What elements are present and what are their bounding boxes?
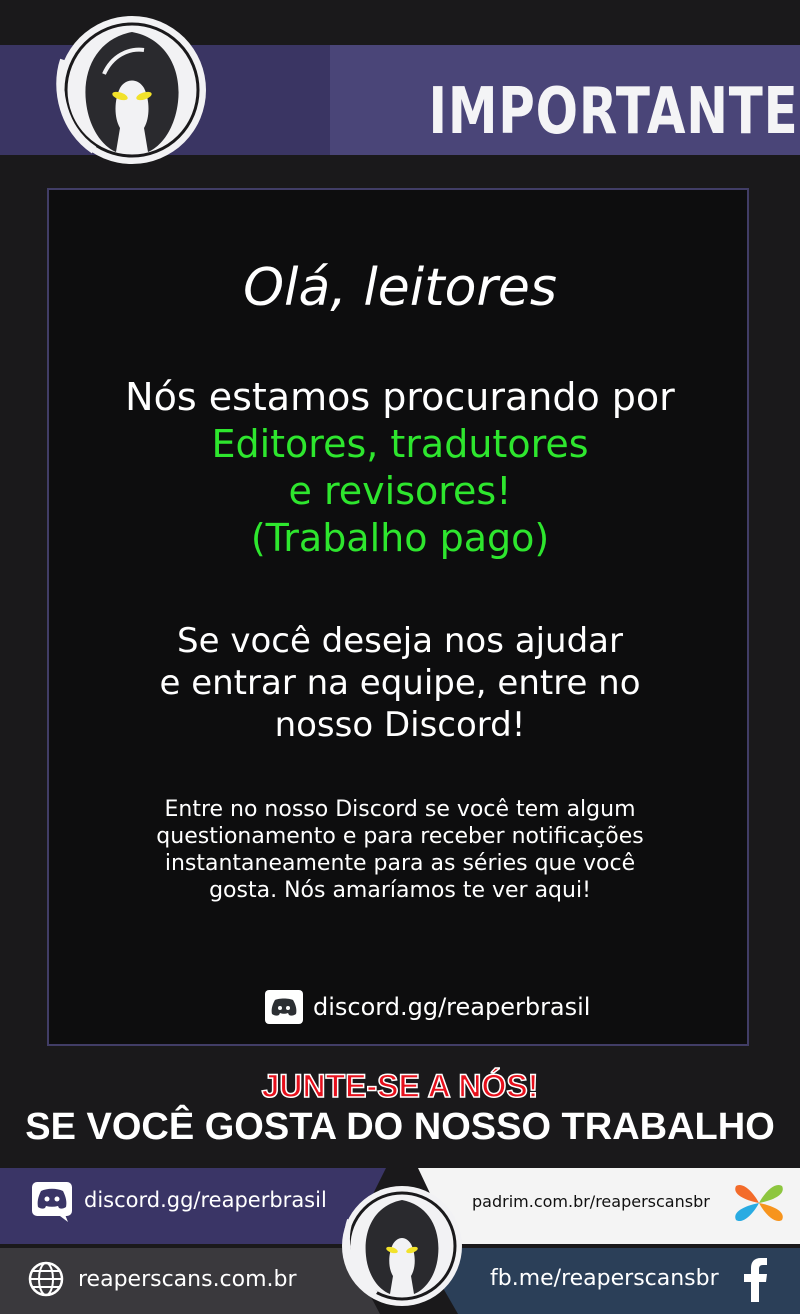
- panel-discord-text: discord.gg/reaperbrasil: [313, 993, 591, 1021]
- recruit-block: [0, 374, 800, 562]
- info-block: [0, 796, 800, 904]
- info-line-4: gosta. Nós amaríamos te ver aqui!: [209, 878, 591, 903]
- help-line-1: Se você deseja nos ajudar: [177, 621, 623, 661]
- panel-discord-link[interactable]: [265, 990, 590, 1024]
- footer-facebook-link[interactable]: fb.me/reaperscansbr: [490, 1266, 719, 1291]
- help-block: [0, 620, 800, 746]
- paid-note: (Trabalho pago): [250, 516, 550, 560]
- help-line-2: e entrar na equipe, entre no: [159, 663, 641, 703]
- page-title: IMPORTANTE: [428, 75, 799, 149]
- reaper-logo-icon: [44, 10, 220, 170]
- greeting-heading: Olá, leitores: [243, 258, 557, 318]
- footer-reaper-logo-icon: [336, 1180, 468, 1310]
- info-line-2: questionamento e para receber notificações: [156, 824, 644, 849]
- info-line-1: Entre no nosso Discord se você tem algum: [164, 797, 636, 822]
- discord-icon: [265, 990, 303, 1024]
- info-line-3: instantaneamente para as séries que você: [164, 851, 636, 876]
- roles-line-2: e revisores!: [288, 469, 512, 513]
- footer-discord-icon: [32, 1182, 72, 1222]
- recruit-line: Nós estamos procurando por: [125, 375, 675, 419]
- facebook-icon: [740, 1258, 770, 1302]
- globe-icon: [27, 1260, 65, 1298]
- help-line-3: nosso Discord!: [274, 705, 526, 745]
- cta-subtitle: SE VOCÊ GOSTA DO NOSSO TRABALHO: [25, 1106, 775, 1148]
- join-us-heading: JUNTE-SE A NÓS!: [261, 1068, 539, 1104]
- padrim-icon: [732, 1176, 786, 1230]
- footer-padrim-link[interactable]: padrim.com.br/reaperscansbr: [472, 1192, 710, 1211]
- roles-line-1: Editores, tradutores: [211, 422, 589, 466]
- footer-website-link[interactable]: reaperscans.com.br: [78, 1267, 297, 1292]
- footer-discord-link[interactable]: discord.gg/reaperbrasil: [84, 1188, 327, 1212]
